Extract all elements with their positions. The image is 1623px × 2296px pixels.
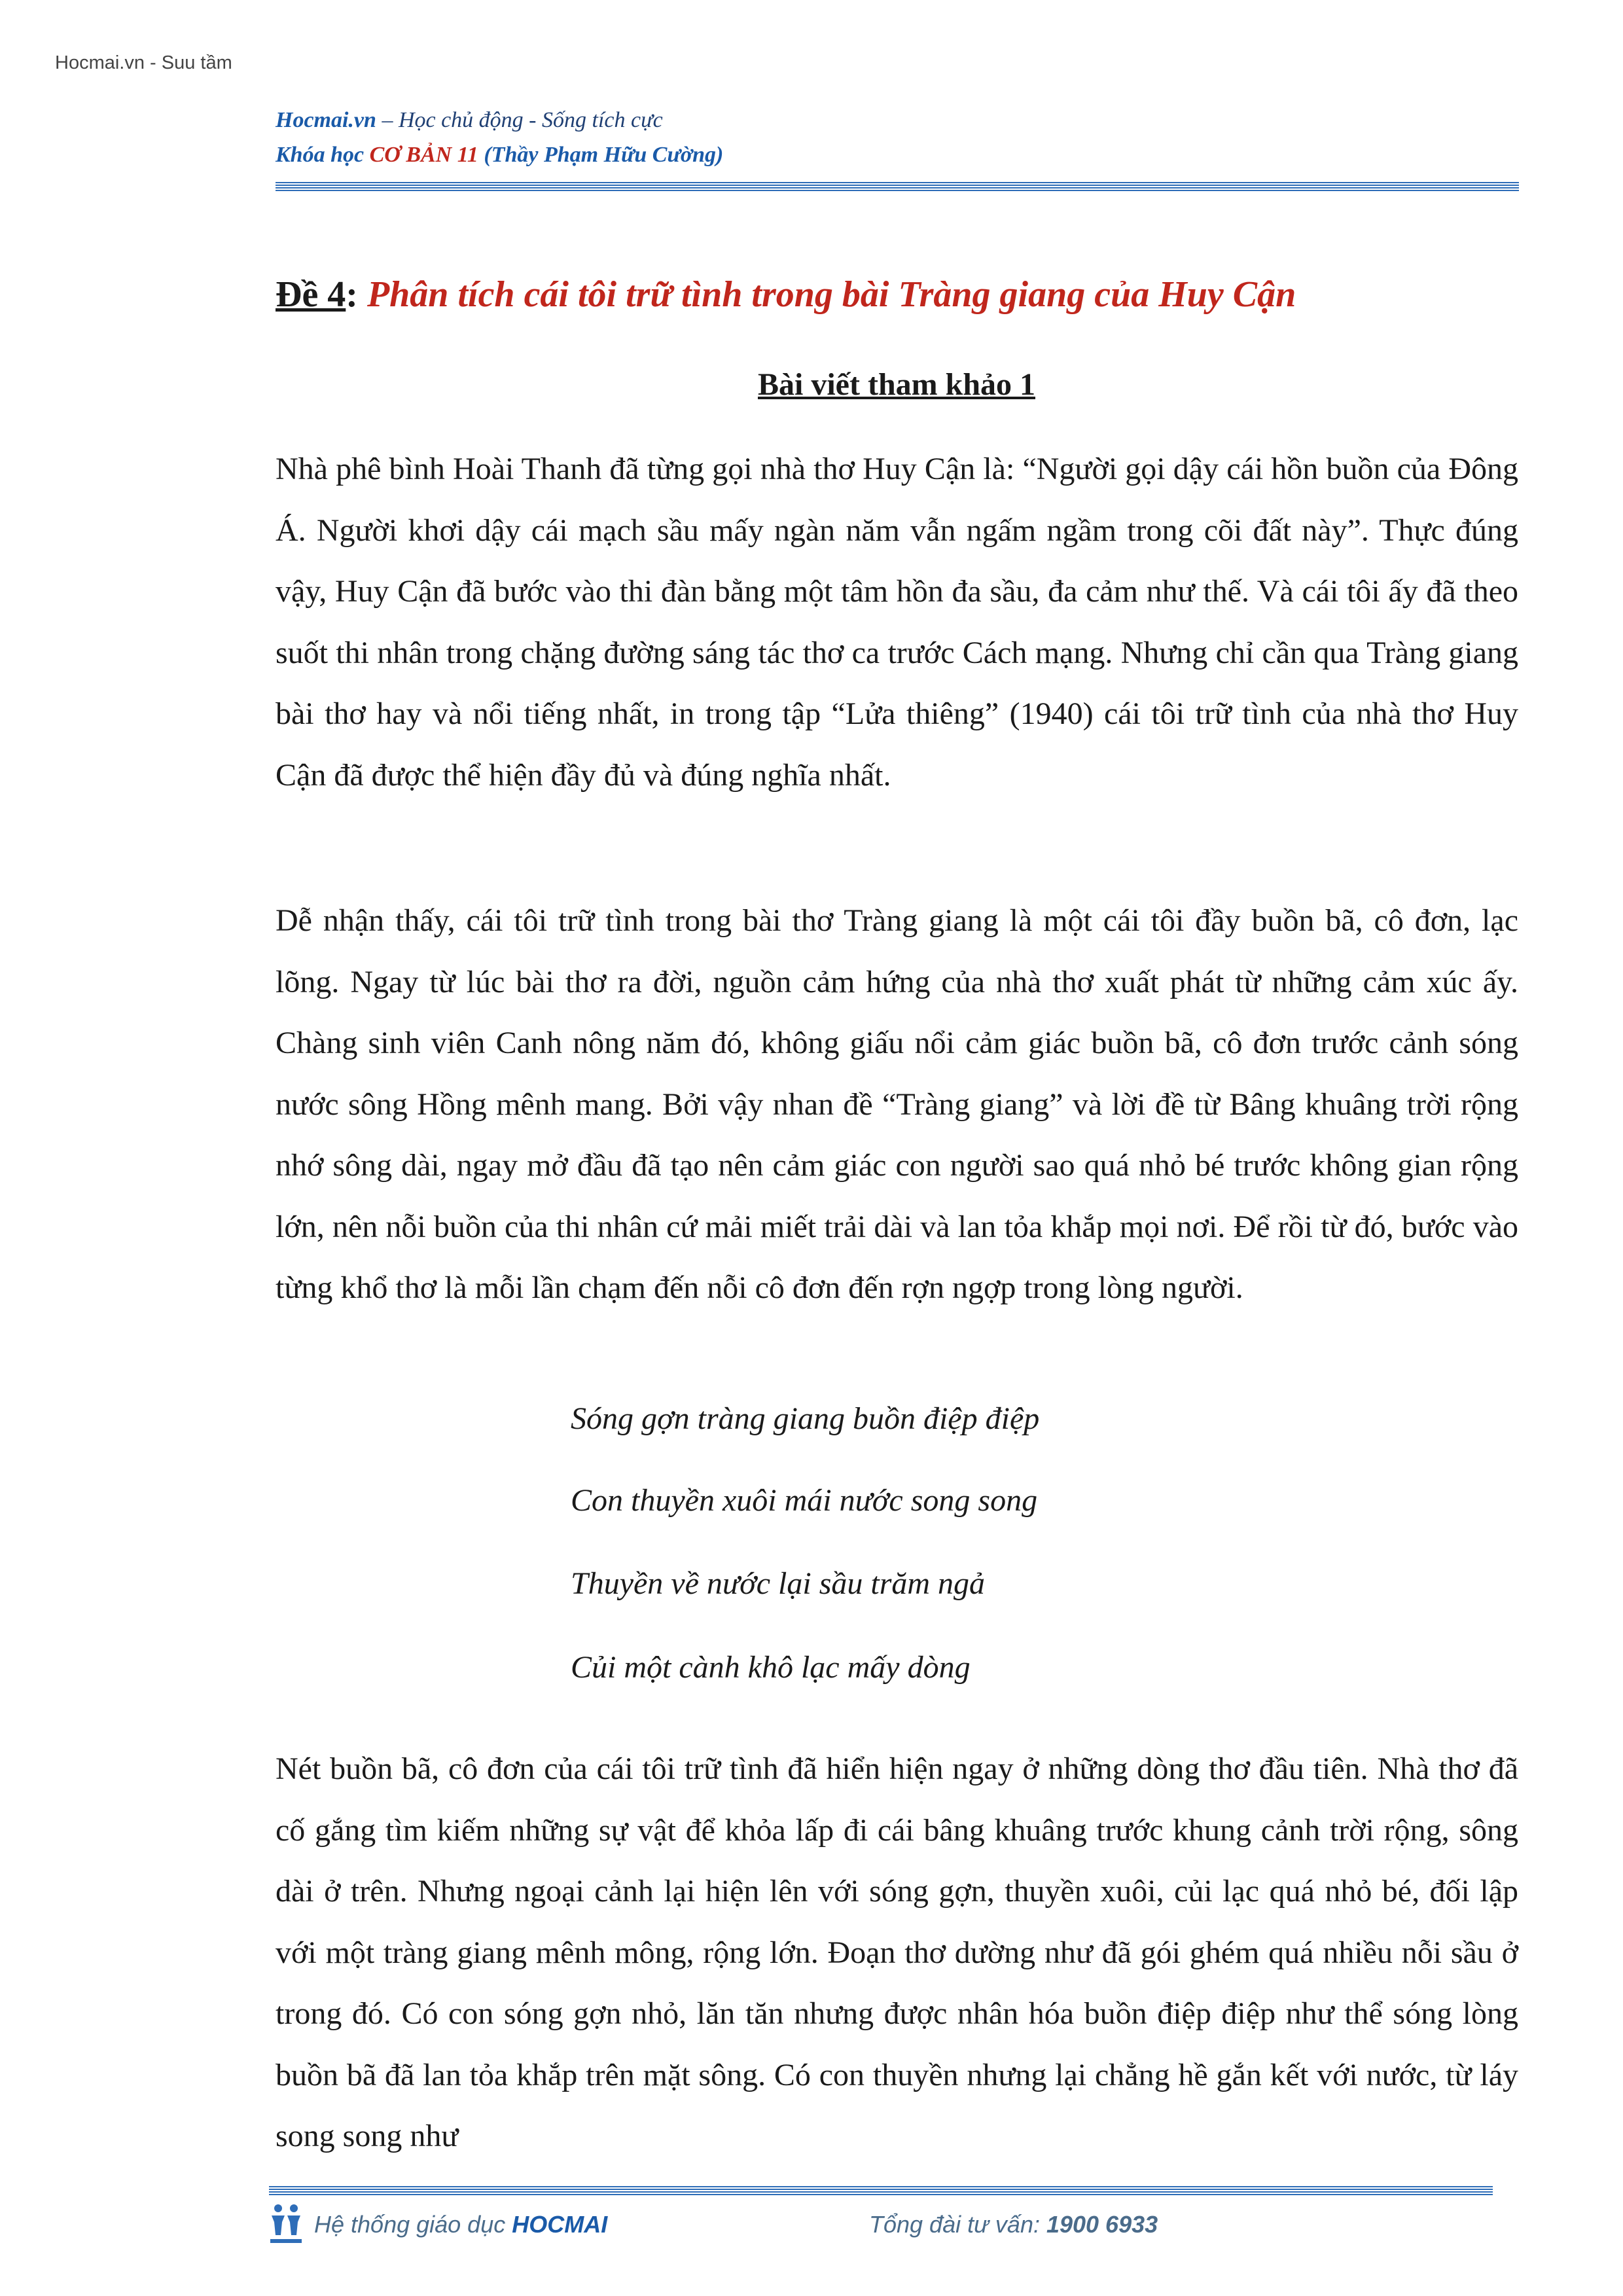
header-divider	[276, 182, 1519, 191]
header-brand: Hocmai.vn	[276, 108, 376, 132]
paragraph-3: Nét buồn bã, cô đơn của cái tôi trữ tình đã hiển hiện ngay ở những dòng thơ đầu tiên. Nhà thơ đã cố gắng tìm kiếm những sự vật để khỏa lấp đi cái bâng khuâng trước khung cảnh trời rộng, sông dài ở trên. Nhưng ngoại cảnh lại hiện lên với sóng gợn, thuyền xuôi, củi lạc quá nhỏ bé, đối lập với một tràng giang mênh mông, rộng lớn. Đoạn thơ dường như đã gói ghém quá nhiều nỗi sầu ở trong đó. Có con sóng gợn nhỏ, lăn tăn nhưng được nhân hóa buồn điệp điệp như thể sóng lòng buồn bã đã lan tỏa khắp trên mặt sông. Có con thuyền nhưng lại chẳng hề gắn kết với nước, từ láy song song như	[276, 1751, 1518, 2153]
footer-hotline-number: 1900 6933	[1046, 2211, 1158, 2238]
footer-system	[314, 2211, 607, 2238]
poem-line-2: Con thuyền xuôi mái nước song song	[571, 1483, 1038, 1518]
footer-divider	[269, 2186, 1493, 2195]
title-separator: :	[346, 274, 367, 315]
footer-hotline-prefix: Tổng đài tư vấn:	[869, 2211, 1046, 2238]
header-teacher: (Thầy Phạm Hữu Cường)	[478, 143, 724, 167]
header-course-name: CƠ BẢN 11	[369, 143, 478, 167]
paragraph-1: Nhà phê bình Hoài Thanh đã từng gọi nhà thơ Huy Cận là: “Người gọi dậy cái hồn buồn của Đông Á. Người khơi dậy cái mạch sầu mấy ngàn năm vẫn ngấm ngầm trong cõi đất này”. Thực đúng vậy, Huy Cận đã bước vào thi đàn bằng một tâm hồn đa sầu, đa cảm như thế. Và cái tôi ấy đã theo suốt thi nhân trong chặng đường sáng tác thơ ca trước Cách mạng. Nhưng chỉ cần qua Tràng giang bài thơ hay và nổi tiếng nhất, in trong tập “Lửa thiêng” (1940) cái tôi trữ tình của nhà thơ Huy Cận đã được thể hiện đầy đủ và đúng nghĩa nhất.	[276, 452, 1518, 793]
poem-line-3: Thuyền về nước lại sầu trăm ngả	[571, 1566, 986, 1601]
paragraph-2: Dễ nhận thấy, cái tôi trữ tình trong bài thơ Tràng giang là một cái tôi đầy buồn bã, cô đơn, lạc lõng. Ngay từ lúc bài thơ ra đời, nguồn cảm hứng của nhà thơ xuất phát từ những cảm xúc ấy. Chàng sinh viên Canh nông năm đó, không giấu nổi cảm giác buồn bã, cô đơn trước cảnh sóng nước sông Hồng mênh mang. Bởi vậy nhan đề “Tràng giang” và lời đề từ Bâng khuâng trời rộng nhớ sông dài, ngay mở đầu đã tạo nên cảm giác con người sao quá nhỏ bé trước không gian rộng lớn, nên nỗi buồn của thi nhân cứ mải miết trải dài và lan tỏa khắp mọi nơi. Để rồi từ đó, bước vào từng khổ thơ là mỗi lần chạm đến nỗi cô đơn đến rợn ngợp trong lòng người.	[276, 903, 1518, 1305]
header-course-line	[276, 143, 723, 168]
page-title	[276, 274, 1296, 315]
footer-system-prefix: Hệ thống giáo dục	[314, 2211, 512, 2238]
poem-line-4: Củi một cành khô lạc mấy dòng	[571, 1650, 971, 1685]
header-course-prefix: Khóa học	[276, 143, 370, 167]
hocmai-logo-icon	[269, 2202, 303, 2246]
footer-system-brand: HOCMAI	[512, 2211, 608, 2238]
footer-hotline	[869, 2211, 1158, 2238]
header-slogan: – Học chủ động - Sống tích cực	[376, 108, 663, 132]
watermark: Hocmai.vn - Suu tầm	[55, 52, 232, 73]
title-label: Đề 4	[276, 274, 346, 315]
header-slogan-line	[276, 108, 663, 133]
poem-line-1: Sóng gợn tràng giang buồn điệp điệp	[571, 1401, 1040, 1436]
title-topic: Phân tích cái tôi trữ tình trong bài Tràng giang của Huy Cận	[366, 274, 1296, 315]
section-subtitle: Bài viết tham khảo 1	[757, 367, 1036, 402]
